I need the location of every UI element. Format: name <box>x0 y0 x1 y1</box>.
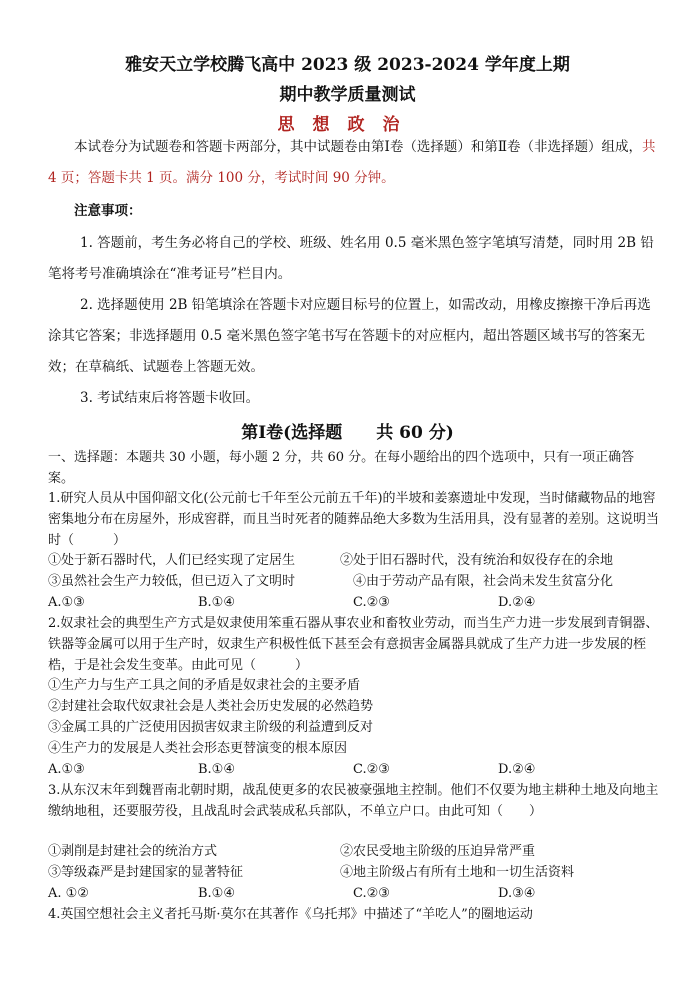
section-instructions: 一、选择题：本题共 30 小题，每小题 2 分，共 60 分。在每小题给出的四个选项中，只有一项正确答案。 <box>48 450 635 486</box>
option-b: B.①④ <box>198 886 235 901</box>
notice-title: 注意事项： <box>74 203 142 219</box>
option-a: A. ①② <box>48 886 89 901</box>
statement: ③等级森严是封建国家的显著特征 <box>48 865 244 880</box>
option-a: A.①③ <box>48 762 85 777</box>
intro-paragraph <box>48 132 658 194</box>
question-1-statements-row2 <box>48 571 660 592</box>
statement: ④地主阶级占有所有土地和一切生活资料 <box>340 865 575 880</box>
option-d: D.②④ <box>498 595 536 610</box>
intro-text-highlight: 共 4 页；答题卡共 1 页。满分 100 分，考试时间 90 分钟。 <box>48 139 656 186</box>
question-2-stem: 2.奴隶社会的典型生产方式是奴隶使用笨重石器从事农业和畜牧业劳动，而当生产力进一步发展到青铜器、铁器等金属可以用于生产时，奴隶生产积极性低下甚至会有意损害金属器具就成了生产力进一步发展的桎梏，于是社会发生变革。由此可见（ ） <box>48 616 659 673</box>
statement: ②农民受地主阶级的压迫异常严重 <box>340 844 536 859</box>
subject-title: 思想政治 <box>277 115 418 135</box>
question-3-stem: 3.从东汉末年到魏晋南北朝时期，战乱使更多的农民被豪强地主控制。他们不仅要为地主耕种土地及向地主缴纳地租，还要服劳役，且战乱时会武装成私兵部队，不单立户口。由此可知（ ） <box>48 783 659 819</box>
section-title: 第Ⅰ卷(选择题 共 60 分) <box>241 423 454 443</box>
notice-item-2: 2. 选择题使用 2B 铅笔填涂在答题卡对应题目标号的位置上，如需改动，用橡皮擦擦干净后再选涂其它答案；非选择题用 0.5 毫米黑色签字笔书写在答题卡的对应框内，超出答题区域书写的答案无效；在草稿纸、试题卷上答题无效。 <box>48 297 651 375</box>
option-b: B.①④ <box>198 762 235 777</box>
statement: ②处于旧石器时代，没有统治和奴役存在的余地 <box>340 553 614 568</box>
option-d: D.③④ <box>498 886 536 901</box>
statement: ④由于劳动产品有限，社会尚未发生贫富分化 <box>353 574 614 589</box>
statement: ③金属工具的广泛使用因损害奴隶主阶级的利益遭到反对 <box>48 720 374 735</box>
exam-subtitle: 期中教学质量测试 <box>279 85 416 105</box>
statement: ①剥削是封建社会的统治方式 <box>48 844 218 859</box>
statement: ④生产力的发展是人类社会形态更替演变的根本原因 <box>48 741 348 756</box>
question-1-options <box>48 592 660 613</box>
intro-text: 本试卷分为试题卷和答题卡两部分，其中试题卷由第Ⅰ卷（选择题）和第Ⅱ卷（非选择题）组成， <box>74 139 643 155</box>
question-3-statements-row2 <box>48 862 660 883</box>
notice-item-3: 3. 考试结束后将答题卡收回。 <box>80 390 260 406</box>
statement: ①处于新石器时代，人们已经实现了定居生 <box>48 553 296 568</box>
question-2-options <box>48 759 660 780</box>
option-a: A.①③ <box>48 595 85 610</box>
option-c: C.②③ <box>353 595 390 610</box>
notice-item-1: 1. 答题前，考生务必将自己的学校、班级、姓名用 0.5 毫米黑色签字笔填写清楚，同时用 2B 铅笔将考号准确填涂在“准考证号”栏目内。 <box>48 235 654 282</box>
option-c: C.②③ <box>353 886 390 901</box>
option-c: C.②③ <box>353 762 390 777</box>
option-d: D.②④ <box>498 762 536 777</box>
question-3-options <box>48 883 660 904</box>
option-b: B.①④ <box>198 595 235 610</box>
statement: ③虽然社会生产力较低，但已迈入了文明时 <box>48 574 296 589</box>
question-1-stem: 1.研究人员从中国仰韶文化(公元前七千年至公元前五千年)的半坡和姜寨遗址中发现，当时储藏物品的地窖密集地分布在房屋外，形成窖群，而且当时死者的随葬品绝大多数为生活用具，没有显著的差别。这说明当时（ ） <box>48 491 660 548</box>
question-3-statements-row1 <box>48 841 660 862</box>
question-1-statements-row1 <box>48 550 660 571</box>
statement: ②封建社会取代奴隶社会是人类社会历史发展的必然趋势 <box>48 699 374 714</box>
question-4-stem: 4.英国空想社会主义者托马斯·莫尔在其著作《乌托邦》中描述了“羊吃人”的圈地运动 <box>48 907 533 922</box>
statement: ①生产力与生产工具之间的矛盾是奴隶社会的主要矛盾 <box>48 678 361 693</box>
exam-title: 雅安天立学校腾飞高中 2023 级 2023-2024 学年度上期 <box>125 55 570 75</box>
